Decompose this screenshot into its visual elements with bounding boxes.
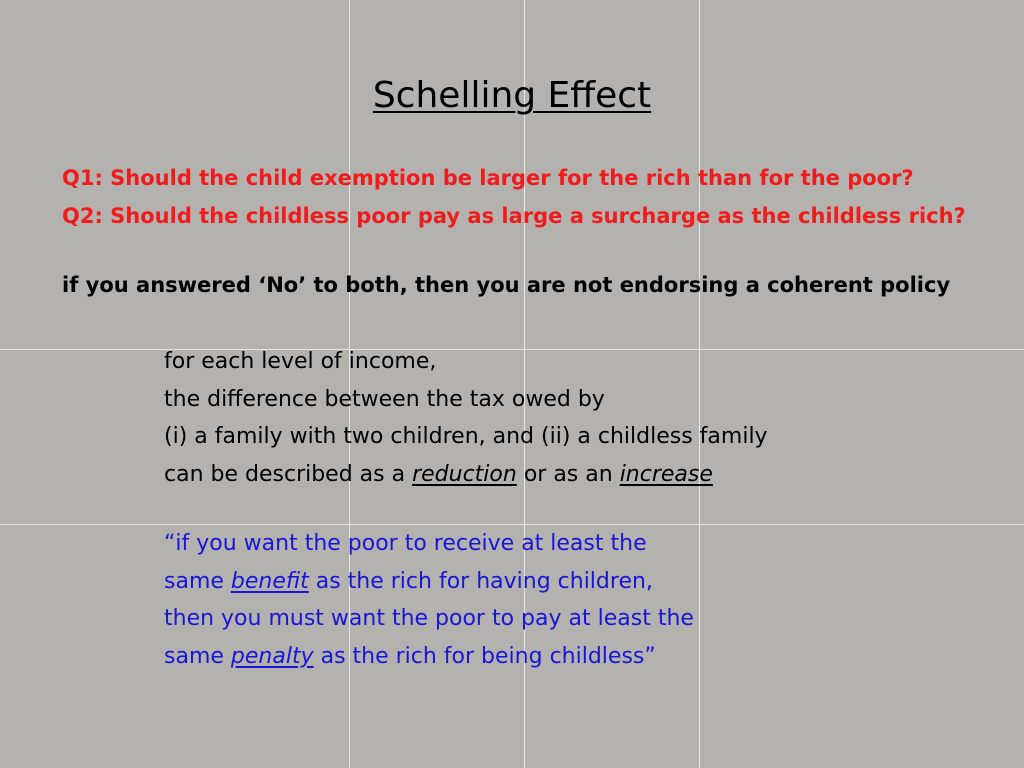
question-2: Q2: Should the childless poor pay as large a surcharge as the childless rich? [62, 204, 966, 228]
explanation-line-4-start: can be described as a [164, 461, 413, 487]
quote-line-2-end: as the rich for having children, [308, 568, 653, 594]
quote-line-4-end: as the rich for being childless” [313, 643, 656, 669]
explanation-line-1: for each level of income, [164, 349, 437, 374]
quote-line-3: then you must want the poor to pay at least the [164, 606, 694, 631]
coherence-note: if you answered ‘No’ to both, then you are not endorsing a coherent policy [62, 273, 951, 297]
quote-line-1: “if you want the poor to receive at least the [164, 531, 647, 556]
slide-title: Schelling Effect [372, 75, 652, 116]
term-penalty: penalty [230, 643, 314, 669]
quote-line-2 [164, 563, 694, 601]
quote-line-4-start: same [164, 643, 231, 669]
quote-line-4 [164, 638, 694, 676]
explanation-line-2: the difference between the tax owed by [164, 386, 605, 412]
term-reduction: reduction [412, 461, 517, 487]
quote-line-2-start: same [164, 568, 231, 594]
explanation-paragraph [164, 343, 768, 493]
question-1: Q1: Should the child exemption be larger for the rich than for the poor? [62, 166, 914, 190]
explanation-line-4 [164, 456, 768, 494]
explanation-line-3: (i) a family with two children, and (ii) a childless family [164, 424, 768, 449]
explanation-line-4-middle: or as an [516, 461, 620, 487]
term-increase: increase [619, 461, 713, 487]
term-benefit: benefit [230, 568, 309, 594]
quote-paragraph [164, 525, 694, 675]
